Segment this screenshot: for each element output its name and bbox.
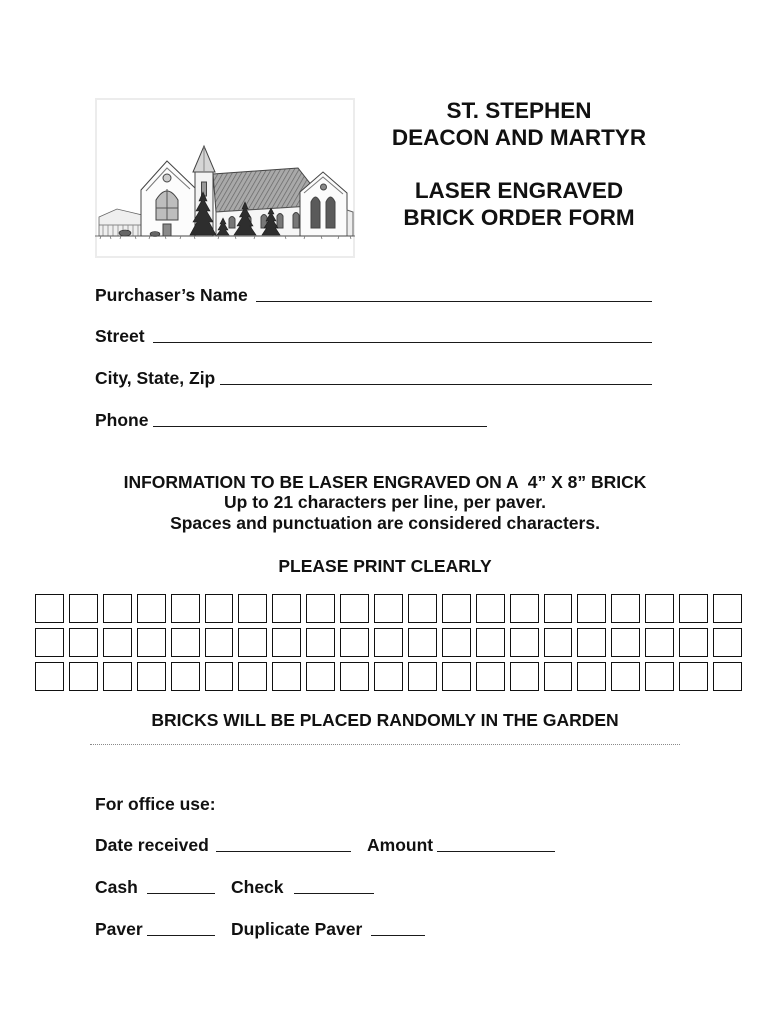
character-box[interactable] [442, 594, 471, 623]
character-box[interactable] [510, 594, 539, 623]
paver-label: Paver [95, 919, 143, 939]
character-box[interactable] [510, 662, 539, 691]
church-name-line-2: DEACON AND MARTYR [391, 125, 647, 150]
cash-label: Cash [95, 877, 138, 897]
character-box[interactable] [69, 628, 98, 657]
character-box[interactable] [238, 628, 267, 657]
engraving-heading: INFORMATION TO BE LASER ENGRAVED ON A 4” X 8” BRICK [123, 472, 647, 492]
office-use-heading-row [0, 794, 770, 814]
character-box[interactable] [137, 628, 166, 657]
street-field[interactable] [153, 326, 652, 343]
character-box[interactable] [577, 662, 606, 691]
section-divider [90, 744, 680, 745]
paver-row [0, 919, 770, 939]
city-state-zip-field[interactable] [220, 368, 652, 385]
character-box[interactable] [205, 662, 234, 691]
character-box[interactable] [408, 662, 437, 691]
character-box[interactable] [408, 594, 437, 623]
character-box[interactable] [272, 662, 301, 691]
date-amount-row [0, 835, 770, 855]
character-box[interactable] [69, 662, 98, 691]
character-box[interactable] [713, 628, 742, 657]
placement-note: BRICKS WILL BE PLACED RANDOMLY IN THE GARDEN [151, 710, 619, 730]
check-field[interactable] [294, 877, 374, 894]
character-box[interactable] [713, 662, 742, 691]
engraving-grid [35, 594, 742, 691]
form-title-line-1: LASER ENGRAVED [414, 178, 624, 203]
character-box[interactable] [69, 594, 98, 623]
character-box[interactable] [476, 594, 505, 623]
character-box[interactable] [713, 594, 742, 623]
church-name-line-1: ST. STEPHEN [446, 98, 592, 123]
purchaser-name-label: Purchaser’s Name [95, 285, 248, 305]
shrub [119, 230, 131, 236]
character-box[interactable] [340, 662, 369, 691]
city-state-zip-row [0, 368, 770, 388]
character-box[interactable] [408, 628, 437, 657]
check-label: Check [231, 877, 284, 897]
character-box[interactable] [137, 662, 166, 691]
church-illustration [95, 98, 355, 258]
character-box[interactable] [103, 662, 132, 691]
paver-field[interactable] [147, 919, 215, 936]
character-box[interactable] [340, 594, 369, 623]
character-box[interactable] [611, 628, 640, 657]
character-box[interactable] [238, 662, 267, 691]
print-clearly-instruction: PLEASE PRINT CLEARLY [278, 556, 492, 576]
character-box[interactable] [306, 662, 335, 691]
street-row [0, 326, 770, 346]
character-box[interactable] [137, 594, 166, 623]
phone-label: Phone [95, 410, 149, 430]
duplicate-paver-field[interactable] [371, 919, 425, 936]
character-box[interactable] [510, 628, 539, 657]
character-box[interactable] [577, 628, 606, 657]
character-box[interactable] [35, 594, 64, 623]
character-box[interactable] [476, 628, 505, 657]
cash-field[interactable] [147, 877, 215, 894]
character-box[interactable] [544, 628, 573, 657]
character-box[interactable] [340, 628, 369, 657]
character-box[interactable] [171, 628, 200, 657]
character-box[interactable] [544, 662, 573, 691]
form-title-line-2: BRICK ORDER FORM [403, 205, 635, 230]
character-box[interactable] [374, 628, 403, 657]
character-box[interactable] [611, 594, 640, 623]
character-box[interactable] [679, 662, 708, 691]
character-box[interactable] [611, 662, 640, 691]
character-box[interactable] [544, 594, 573, 623]
character-box[interactable] [171, 662, 200, 691]
character-box[interactable] [374, 662, 403, 691]
city-state-zip-label: City, State, Zip [95, 368, 216, 388]
date-received-field[interactable] [216, 835, 351, 852]
character-box[interactable] [374, 594, 403, 623]
phone-field[interactable] [153, 410, 487, 427]
character-box[interactable] [272, 594, 301, 623]
date-received-label: Date received [95, 835, 209, 855]
phone-row [0, 410, 770, 430]
cash-check-row [0, 877, 770, 897]
character-box[interactable] [103, 594, 132, 623]
purchaser-name-row [0, 285, 770, 305]
amount-label: Amount [367, 835, 434, 855]
character-box[interactable] [306, 628, 335, 657]
character-box[interactable] [679, 628, 708, 657]
character-box[interactable] [442, 628, 471, 657]
purchaser-name-field[interactable] [256, 285, 652, 302]
duplicate-paver-label: Duplicate Paver [231, 919, 363, 939]
form-header [389, 97, 649, 231]
character-box[interactable] [205, 628, 234, 657]
character-box[interactable] [645, 628, 674, 657]
character-box[interactable] [442, 662, 471, 691]
character-box[interactable] [171, 594, 200, 623]
amount-field[interactable] [437, 835, 555, 852]
character-box[interactable] [476, 662, 505, 691]
character-box[interactable] [645, 662, 674, 691]
character-box[interactable] [306, 594, 335, 623]
character-box[interactable] [35, 628, 64, 657]
character-box[interactable] [205, 594, 234, 623]
character-box[interactable] [35, 662, 64, 691]
office-use-heading: For office use: [95, 794, 216, 814]
character-box[interactable] [272, 628, 301, 657]
street-label: Street [95, 326, 145, 346]
character-box[interactable] [238, 594, 267, 623]
character-box[interactable] [679, 594, 708, 623]
character-box[interactable] [645, 594, 674, 623]
character-box[interactable] [577, 594, 606, 623]
character-box[interactable] [103, 628, 132, 657]
spacing-note: Spaces and punctuation are considered characters. [170, 513, 600, 533]
character-limit-note: Up to 21 characters per line, per paver. [224, 492, 546, 512]
church-drawing [95, 98, 355, 258]
